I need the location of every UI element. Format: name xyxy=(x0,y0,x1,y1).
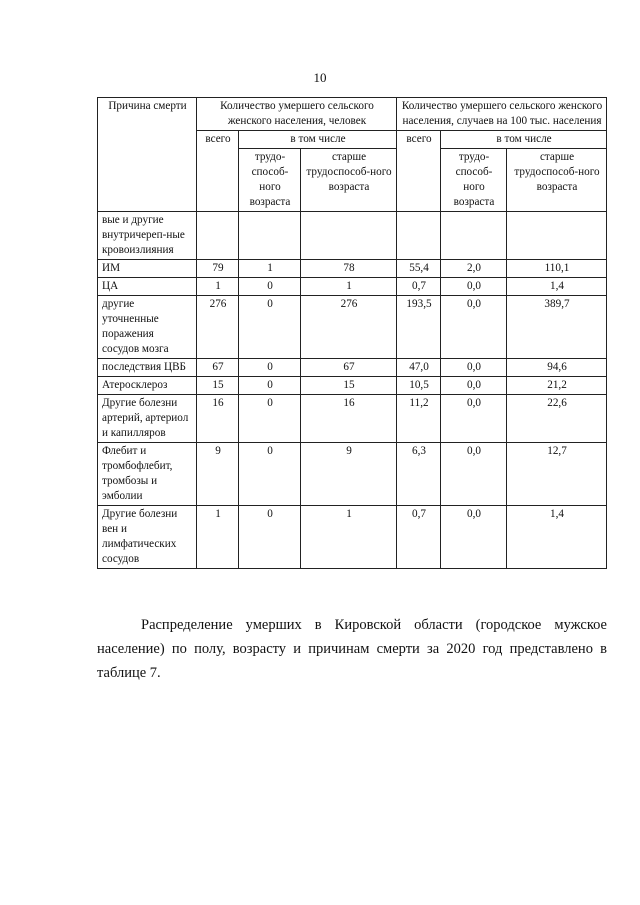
count-total-header: всего xyxy=(197,131,239,212)
count-total-cell: 16 xyxy=(197,395,239,443)
count-total-cell: 9 xyxy=(197,443,239,506)
table-row xyxy=(98,395,607,443)
rate-older-cell: 22,6 xyxy=(507,395,607,443)
rate-working-cell: 0,0 xyxy=(441,443,507,506)
rate-total-cell: 6,3 xyxy=(397,443,441,506)
count-total-cell xyxy=(197,212,239,260)
rate-working-cell: 2,0 xyxy=(441,260,507,278)
count-working-cell: 1 xyxy=(239,260,301,278)
count-older-cell: 1 xyxy=(301,506,397,569)
page-number: 10 xyxy=(313,70,327,85)
count-working-cell: 0 xyxy=(239,443,301,506)
cause-cell: другие уточненные поражения сосудов мозга xyxy=(98,296,197,359)
rate-total-cell: 47,0 xyxy=(397,359,441,377)
rate-older-age-header: старше трудоспособ-ного возраста xyxy=(507,149,607,212)
rate-total-cell: 11,2 xyxy=(397,395,441,443)
rate-working-cell: 0,0 xyxy=(441,395,507,443)
count-working-cell: 0 xyxy=(239,377,301,395)
count-older-cell: 16 xyxy=(301,395,397,443)
table-row xyxy=(98,443,607,506)
rate-total-cell: 193,5 xyxy=(397,296,441,359)
count-total-cell: 276 xyxy=(197,296,239,359)
rate-including-header: в том числе xyxy=(441,131,607,149)
rate-working-cell: 0,0 xyxy=(441,506,507,569)
table-row xyxy=(98,296,607,359)
rate-older-cell xyxy=(507,212,607,260)
cause-cell: ЦА xyxy=(98,278,197,296)
count-working-cell: 0 xyxy=(239,296,301,359)
count-working-cell: 0 xyxy=(239,506,301,569)
table-row xyxy=(98,212,607,260)
rate-older-cell: 110,1 xyxy=(507,260,607,278)
rate-older-cell: 21,2 xyxy=(507,377,607,395)
rate-total-cell: 0,7 xyxy=(397,278,441,296)
rate-older-cell: 1,4 xyxy=(507,506,607,569)
count-group-header: Количество умершего сельского женского населения, человек xyxy=(197,98,397,131)
count-including-header: в том числе xyxy=(239,131,397,149)
rate-older-cell: 389,7 xyxy=(507,296,607,359)
rate-working-cell: 0,0 xyxy=(441,377,507,395)
count-working-cell: 0 xyxy=(239,395,301,443)
cause-cell: Другие болезни вен и лимфатических сосудов xyxy=(98,506,197,569)
rate-older-cell: 1,4 xyxy=(507,278,607,296)
count-older-cell: 78 xyxy=(301,260,397,278)
count-total-cell: 79 xyxy=(197,260,239,278)
cause-cell: Другие болезни артерий, артериол и капилляров xyxy=(98,395,197,443)
count-older-cell: 276 xyxy=(301,296,397,359)
cause-header: Причина смерти xyxy=(98,98,197,212)
count-working-cell: 0 xyxy=(239,359,301,377)
count-total-cell: 67 xyxy=(197,359,239,377)
cause-cell: последствия ЦВБ xyxy=(98,359,197,377)
header-row-1 xyxy=(98,98,607,131)
cause-cell: Атеросклероз xyxy=(98,377,197,395)
count-older-age-header: старше трудоспособ-ного возраста xyxy=(301,149,397,212)
table-row xyxy=(98,377,607,395)
table-row xyxy=(98,359,607,377)
count-older-cell: 67 xyxy=(301,359,397,377)
count-older-cell: 15 xyxy=(301,377,397,395)
count-older-cell: 1 xyxy=(301,278,397,296)
rate-total-cell xyxy=(397,212,441,260)
cause-cell: ИМ xyxy=(98,260,197,278)
count-total-cell: 15 xyxy=(197,377,239,395)
count-working-cell xyxy=(239,212,301,260)
rate-working-cell xyxy=(441,212,507,260)
body-paragraph: Распределение умерших в Кировской области (городское мужское население) по полу, возрасту и причинам смерти за 2020 год представлено в таблице 7. xyxy=(97,617,607,681)
rate-total-cell: 55,4 xyxy=(397,260,441,278)
count-working-cell: 0 xyxy=(239,278,301,296)
count-total-cell: 1 xyxy=(197,506,239,569)
count-older-cell: 9 xyxy=(301,443,397,506)
rate-older-cell: 94,6 xyxy=(507,359,607,377)
rate-working-cell: 0,0 xyxy=(441,359,507,377)
table-row xyxy=(98,506,607,569)
rate-older-cell: 12,7 xyxy=(507,443,607,506)
rate-group-header: Количество умершего сельского женского населения, случаев на 100 тыс. населения xyxy=(397,98,607,131)
count-older-cell xyxy=(301,212,397,260)
rate-working-age-header: трудо-способ-ного возраста xyxy=(441,149,507,212)
count-total-cell: 1 xyxy=(197,278,239,296)
rate-working-cell: 0,0 xyxy=(441,278,507,296)
cause-cell: Флебит и тромбофлебит, тромбозы и эмболии xyxy=(98,443,197,506)
cause-cell: вые и другие внутричереп-ные кровоизлияния xyxy=(98,212,197,260)
rate-total-cell: 10,5 xyxy=(397,377,441,395)
rate-working-cell: 0,0 xyxy=(441,296,507,359)
table-row xyxy=(98,260,607,278)
table-row xyxy=(98,278,607,296)
mortality-table xyxy=(97,97,607,569)
rate-total-header: всего xyxy=(397,131,441,212)
rate-total-cell: 0,7 xyxy=(397,506,441,569)
count-working-age-header: трудо-способ-ного возраста xyxy=(239,149,301,212)
